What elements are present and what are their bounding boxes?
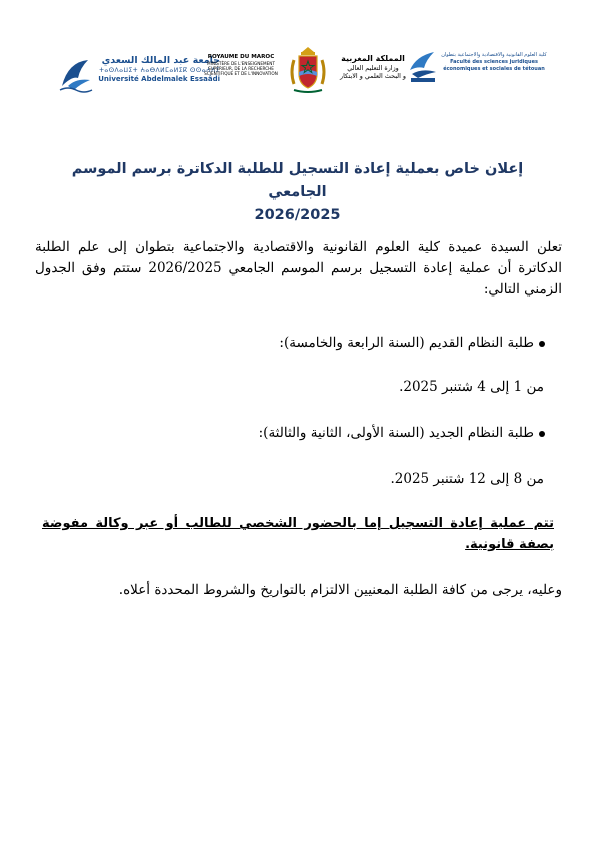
university-name-fr: Université Abdelmalek Essaâdi	[98, 75, 220, 83]
schedule-group-label: طلبة النظام الجديد (السنة الأولى، الثانية والثالثة):	[258, 425, 534, 441]
registration-notice: تتم عملية إعادة التسجيل إما بالحضور الشخصي للطالب أو عبر وكالة مفوضة بصفة قانونية.	[42, 516, 554, 552]
schedule-item-new-system	[60, 423, 545, 443]
bullet-icon	[539, 341, 545, 347]
ministry-label-ar-1: وزارة التعليم العالي	[347, 64, 399, 72]
intro-paragraph: تعلن السيدة عميدة كلية العلوم القانونية والاقتصادية والاجتماعية بتطوان إلى علم الطلبة الدكاترة أن عملية إعادة التسجيل برسم الموسم الجامعي 2026/2025 ستتم وفق الجدول الزمني التالي:	[35, 239, 562, 297]
coat-of-arms-icon	[288, 46, 328, 96]
announcement-title	[60, 158, 535, 227]
schedule-item-old-system	[60, 333, 545, 353]
faculty-name-fr: Faculté des sciences juridiques économiques et sociales de tétouan	[443, 59, 545, 72]
faculty-emblem-icon	[408, 50, 438, 84]
kingdom-label-fr: ROYAUME DU MAROC	[207, 54, 275, 60]
title-line-1: إعلان خاص بعملية إعادة التسجيل للطلبة الدكاترة برسم الموسم الجامعي	[71, 161, 524, 200]
ministry-name-ar	[328, 54, 418, 104]
ministry-name-fr	[198, 54, 284, 104]
university-logo	[58, 50, 220, 100]
moroccan-coat-of-arms	[288, 46, 328, 96]
kingdom-label-ar: المملكة المغربية	[341, 54, 405, 63]
university-name-tifinagh: ⵜⴰⵙⴷⴰⵡⵉⵜ ⵄⴰⴱⴷⵍⵎⴰⵍⵉⴽ ⵙⵙⴰⵄⴷⵉ	[99, 67, 220, 74]
bullet-icon	[539, 431, 545, 437]
university-emblem-icon	[58, 56, 96, 94]
schedule-group-label: طلبة النظام القديم (السنة الرابعة والخامسة):	[279, 335, 534, 351]
faculty-name-ar: كلية العلوم القانونية والاقتصادية والاجتماعية بتطوان	[441, 52, 547, 58]
ministry-label-fr: MINISTÈRE DE L'ENSEIGNEMENT SUPÉRIEUR, DE LA RECHERCHE SCIENTIFIQUE ET DE L'INNOVATION	[204, 61, 278, 77]
faculty-logo	[408, 50, 550, 100]
ministry-label-ar-2: و البحث العلمي و الابتكار	[340, 72, 406, 80]
title-line-2: 2026/2025	[254, 207, 341, 223]
university-name-ar: جامعة عبد المالك السعدي	[101, 55, 220, 66]
letterhead	[58, 50, 550, 100]
closing-paragraph: وعليه، يرجى من كافة الطلبة المعنيين الالتزام بالتواريخ والشروط المحددة أعلاه.	[118, 582, 562, 598]
schedule-dates-new-system: من 8 إلى 12 شتنبر 2025.	[390, 471, 544, 487]
schedule-dates-old-system: من 1 إلى 4 شتنبر 2025.	[399, 379, 544, 395]
